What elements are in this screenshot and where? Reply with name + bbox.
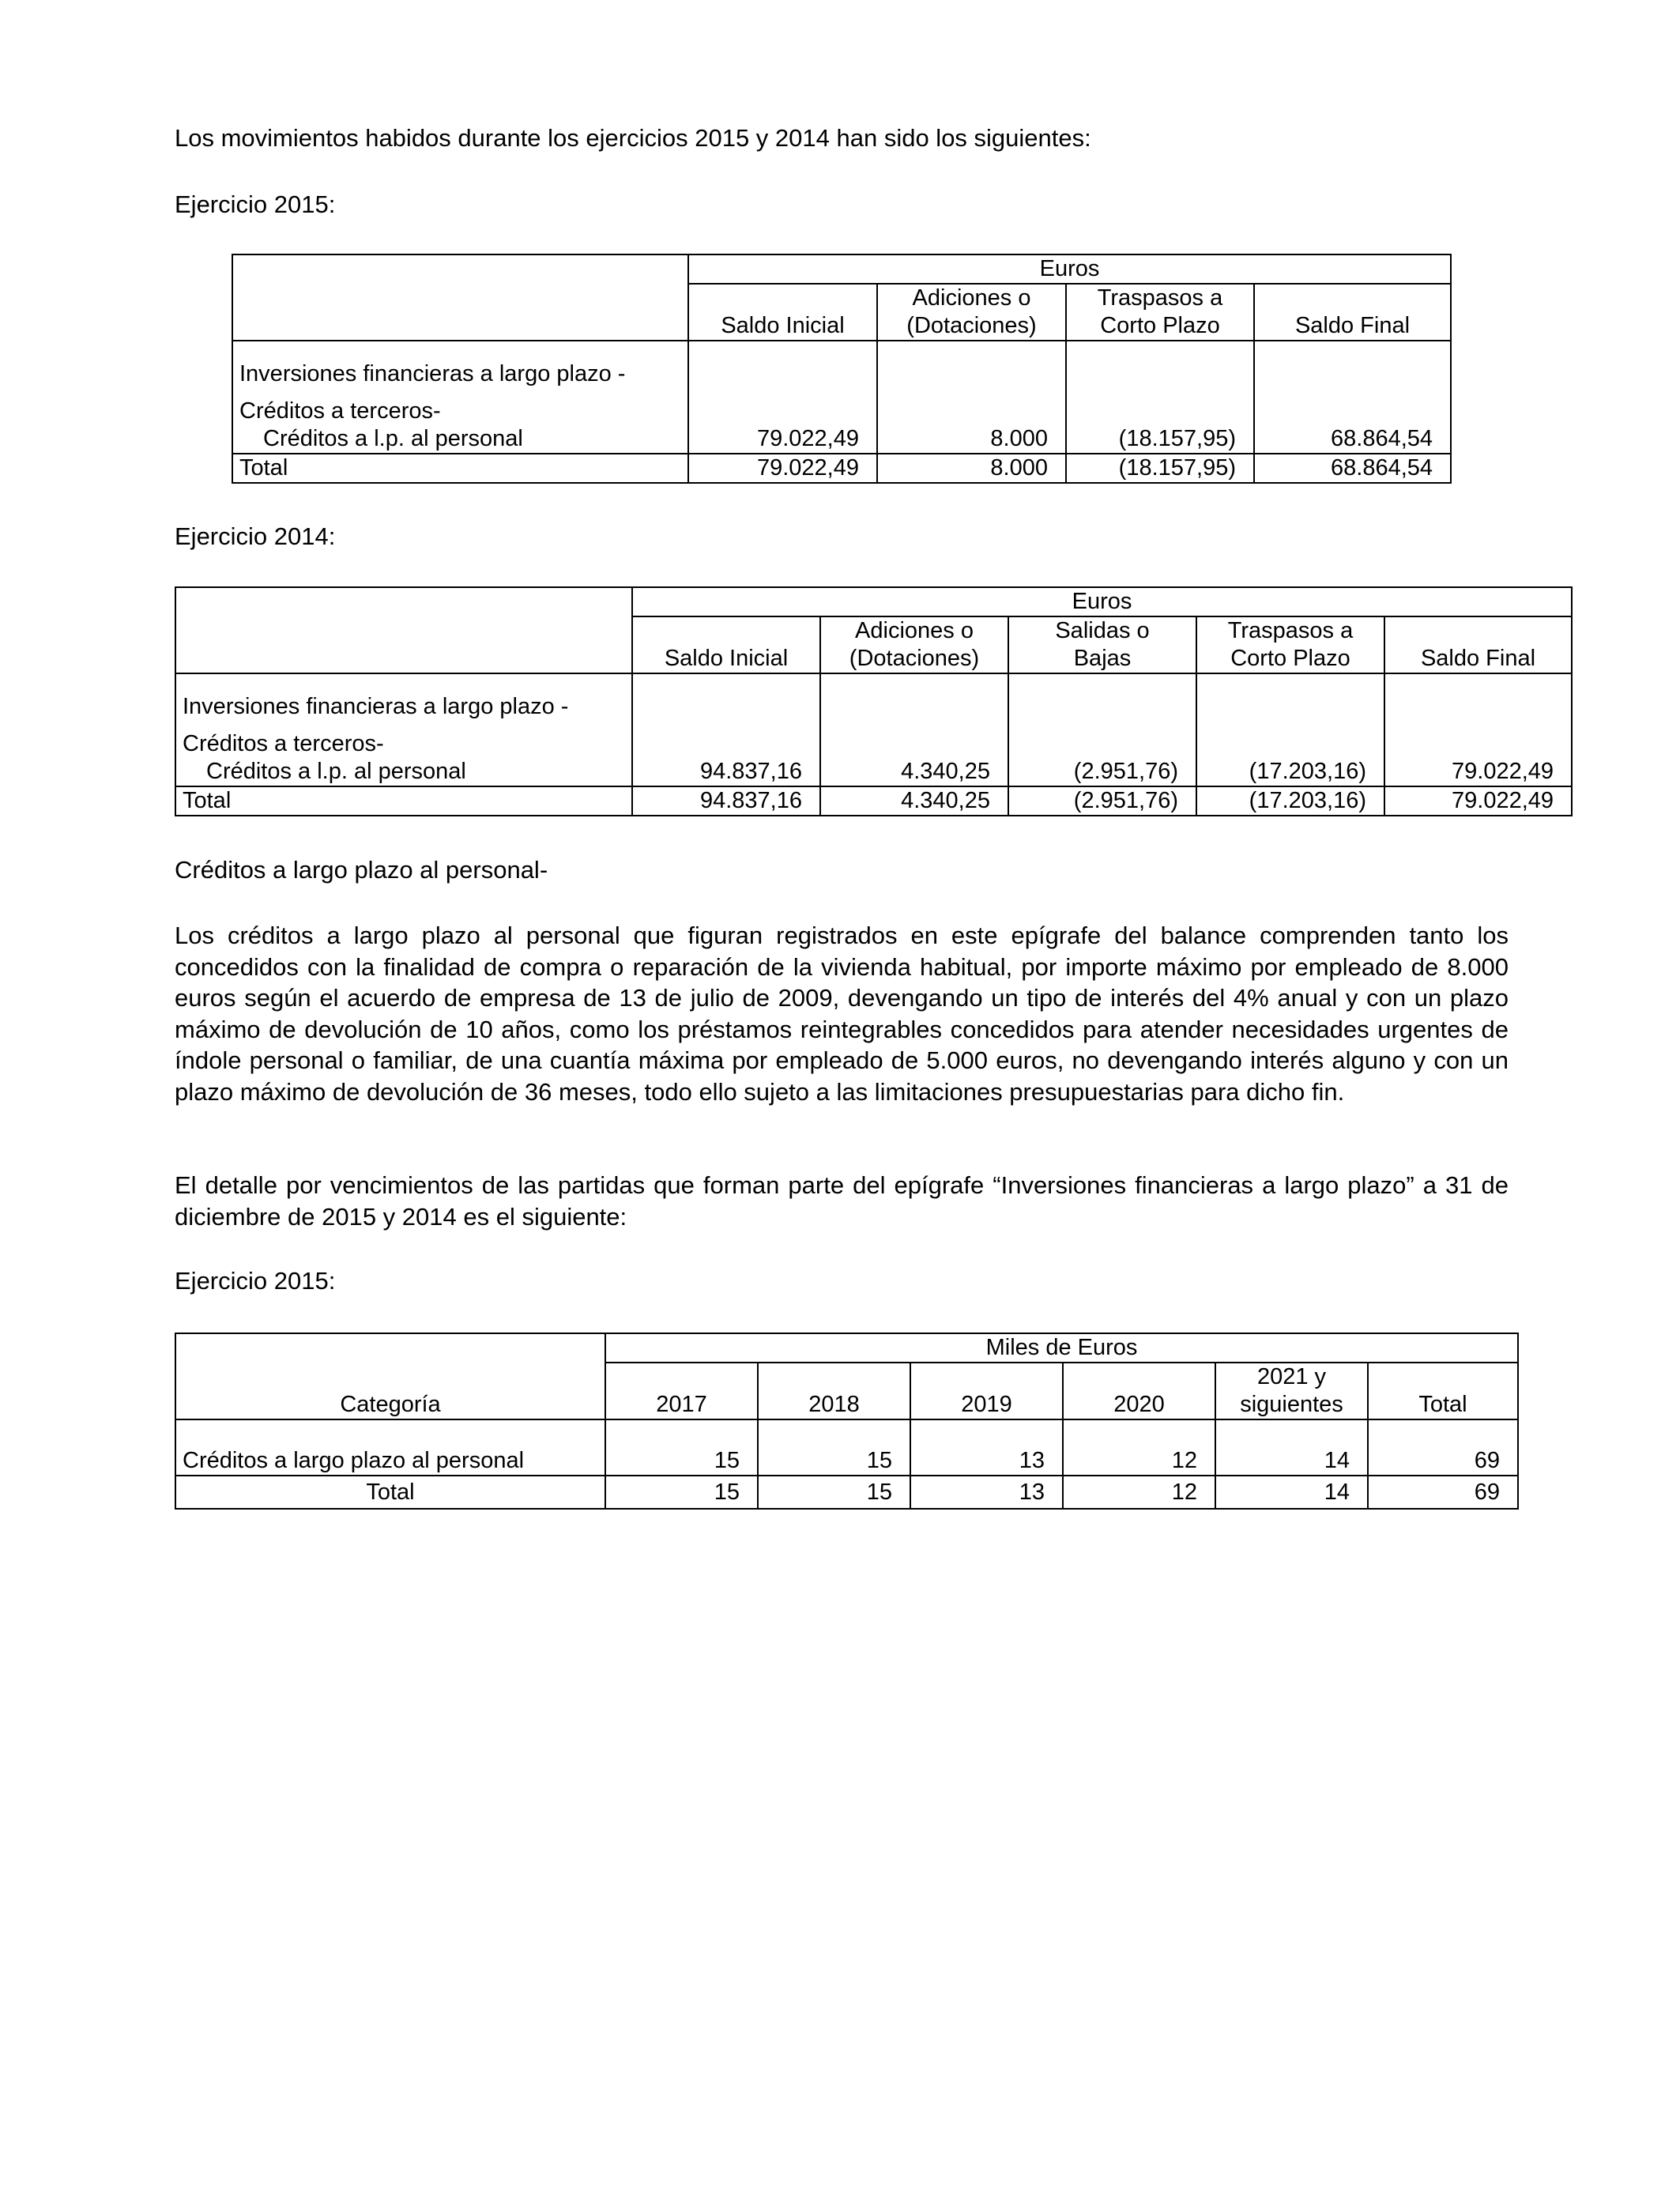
col-header: Adiciones o (Dotaciones) bbox=[877, 284, 1066, 341]
total-label: Total bbox=[232, 454, 688, 483]
col-header: Saldo Inicial bbox=[688, 284, 877, 341]
cell-value: 68.864,54 bbox=[1254, 341, 1451, 454]
total-value: 14 bbox=[1215, 1476, 1368, 1509]
label-creditos-personal: Créditos a l.p. al personal bbox=[206, 759, 466, 784]
col-header: 2017 bbox=[605, 1363, 758, 1419]
total-value: 12 bbox=[1063, 1476, 1215, 1509]
label-inversiones: Inversiones financieras a largo plazo - bbox=[239, 361, 626, 386]
cell-value: 79.022,49 bbox=[688, 341, 877, 454]
cell-value: (2.951,76) bbox=[1008, 673, 1196, 786]
total-label: Total bbox=[175, 786, 632, 816]
cell-value: 15 bbox=[605, 1419, 758, 1476]
total-label: Total bbox=[175, 1476, 605, 1509]
total-value: 4.340,25 bbox=[820, 786, 1008, 816]
cell-value: 94.837,16 bbox=[632, 673, 820, 786]
section-title: Créditos a largo plazo al personal- bbox=[175, 856, 548, 884]
corner-cell bbox=[232, 284, 688, 341]
label-creditos-terceros: Créditos a terceros- bbox=[183, 731, 384, 756]
corner-cell bbox=[175, 587, 632, 616]
col-header: Adiciones o (Dotaciones) bbox=[820, 616, 1008, 673]
movements-table-2014 bbox=[175, 586, 1573, 816]
intro-text: Los movimientos habidos durante los ejercicios 2015 y 2014 han sido los siguientes: bbox=[175, 124, 1091, 152]
col-header: Traspasos a Corto Plazo bbox=[1196, 616, 1384, 673]
paragraph-creditos: Los créditos a largo plazo al personal que figuran registrados en este epígrafe del balance comprenden tanto los concedidos con la finalidad de compra o reparación de la vivienda habitual, por importe máximo por empleado de 8.000 euros según el acuerdo de empresa de 13 de julio de 2009, devengando un tipo de interés del 4% anual y con un plazo máximo de devolución de 10 años, como los préstamos reintegrables concedidos para atender necesidades urgentes de índole personal o familiar, de una cuantía máxima por empleado de 5.000 euros, no devengando interés alguno y con un plazo máximo de devolución de 36 meses, todo ello sujeto a las limitaciones presupuestarias para dicho fin. bbox=[175, 922, 1509, 1106]
movements-table-2015 bbox=[232, 254, 1452, 484]
group-header: Euros bbox=[688, 254, 1451, 284]
row-label: Créditos a largo plazo al personal bbox=[175, 1419, 605, 1476]
cell-value: (18.157,95) bbox=[1066, 341, 1254, 454]
total-value: (18.157,95) bbox=[1066, 454, 1254, 483]
heading-2014: Ejercicio 2014: bbox=[175, 522, 336, 550]
total-value: 79.022,49 bbox=[1384, 786, 1572, 816]
total-value: 13 bbox=[910, 1476, 1063, 1509]
cell-value: 69 bbox=[1368, 1419, 1518, 1476]
heading-vencimientos-2015: Ejercicio 2015: bbox=[175, 1267, 336, 1295]
paragraph-vencimientos: El detalle por vencimientos de las partidas que forman parte del epígrafe “Inversiones financieras a largo plazo” a 31 de diciembre de 2015 y 2014 es el siguiente: bbox=[175, 1171, 1509, 1231]
total-value: 8.000 bbox=[877, 454, 1066, 483]
col-header: Traspasos a Corto Plazo bbox=[1066, 284, 1254, 341]
col-header: 2019 bbox=[910, 1363, 1063, 1419]
corner-cell bbox=[232, 254, 688, 284]
heading-2015: Ejercicio 2015: bbox=[175, 190, 336, 218]
row-label bbox=[175, 673, 632, 786]
label-inversiones: Inversiones financieras a largo plazo - bbox=[183, 694, 569, 719]
group-header: Euros bbox=[632, 587, 1572, 616]
corner-cell bbox=[175, 616, 632, 673]
cell-value: 13 bbox=[910, 1419, 1063, 1476]
total-value: 94.837,16 bbox=[632, 786, 820, 816]
col-header: Saldo Inicial bbox=[632, 616, 820, 673]
cell-value: 8.000 bbox=[877, 341, 1066, 454]
col-header: 2021 y siguientes bbox=[1215, 1363, 1368, 1419]
total-value: 15 bbox=[605, 1476, 758, 1509]
total-value: (2.951,76) bbox=[1008, 786, 1196, 816]
category-header: Categoría bbox=[175, 1363, 605, 1419]
cell-value: 14 bbox=[1215, 1419, 1368, 1476]
col-header: Saldo Final bbox=[1254, 284, 1451, 341]
label-creditos-terceros: Créditos a terceros- bbox=[239, 398, 441, 424]
cell-value: 15 bbox=[758, 1419, 910, 1476]
col-header: Total bbox=[1368, 1363, 1518, 1419]
col-header: Salidas o Bajas bbox=[1008, 616, 1196, 673]
total-value: 15 bbox=[758, 1476, 910, 1509]
col-header: 2020 bbox=[1063, 1363, 1215, 1419]
col-header: 2018 bbox=[758, 1363, 910, 1419]
cell-value: 79.022,49 bbox=[1384, 673, 1572, 786]
cell-value: (17.203,16) bbox=[1196, 673, 1384, 786]
total-value: 79.022,49 bbox=[688, 454, 877, 483]
cell-value: 12 bbox=[1063, 1419, 1215, 1476]
group-header: Miles de Euros bbox=[605, 1333, 1518, 1363]
total-value: 68.864,54 bbox=[1254, 454, 1451, 483]
cell-value: 4.340,25 bbox=[820, 673, 1008, 786]
total-value: (17.203,16) bbox=[1196, 786, 1384, 816]
maturities-table-2015 bbox=[175, 1333, 1519, 1510]
row-label bbox=[232, 341, 688, 454]
label-creditos-personal: Créditos a l.p. al personal bbox=[263, 426, 523, 451]
col-header: Saldo Final bbox=[1384, 616, 1572, 673]
total-value: 69 bbox=[1368, 1476, 1518, 1509]
corner-cell bbox=[175, 1333, 605, 1363]
